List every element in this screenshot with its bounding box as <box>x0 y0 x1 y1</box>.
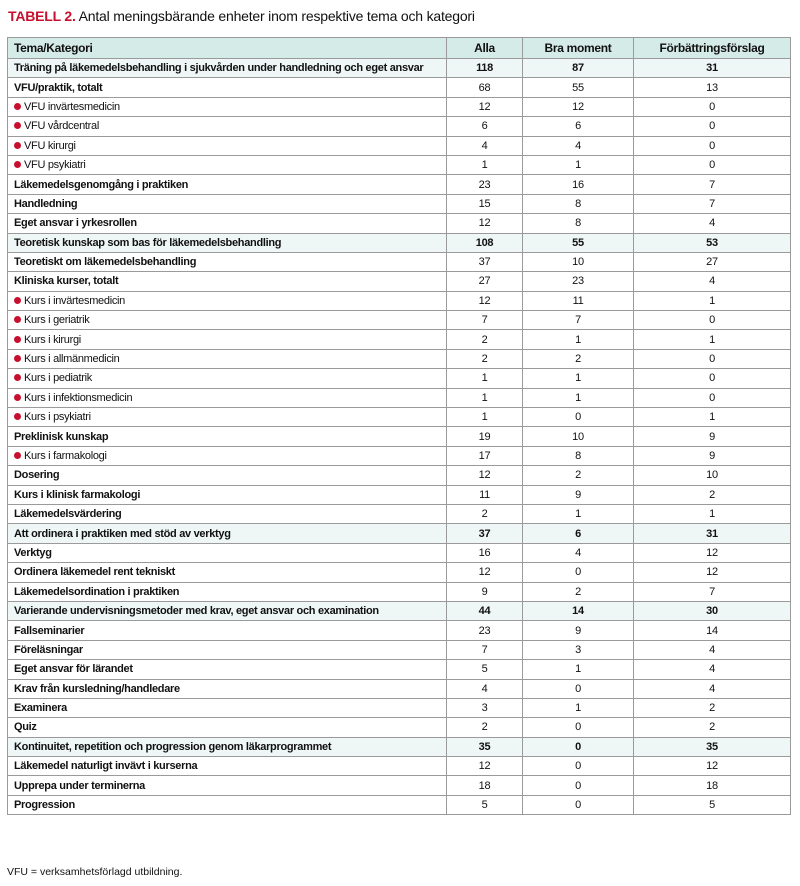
row-label-cell <box>8 330 447 349</box>
cell-bra-moment: 0 <box>523 679 634 698</box>
category-row <box>8 504 791 523</box>
cell-alla: 37 <box>447 524 523 543</box>
cell-forbattringsforslag: 14 <box>634 621 791 640</box>
cell-alla: 5 <box>447 660 523 679</box>
cell-alla: 35 <box>447 737 523 756</box>
cell-bra-moment: 2 <box>523 349 634 368</box>
row-label-cell <box>8 97 447 116</box>
cell-alla: 9 <box>447 582 523 601</box>
subcategory-row <box>8 97 791 116</box>
category-row <box>8 194 791 213</box>
row-label-cell <box>8 563 447 582</box>
theme-row <box>8 233 791 252</box>
row-label: Kurs i allmänmedicin <box>24 353 120 366</box>
row-label: Att ordinera i praktiken med stöd av verktyg <box>14 527 231 540</box>
cell-alla: 19 <box>447 427 523 446</box>
cell-alla: 1 <box>447 388 523 407</box>
subcategory-row <box>8 369 791 388</box>
row-label: Kurs i infektionsmedicin <box>24 391 133 404</box>
cell-bra-moment: 0 <box>523 757 634 776</box>
cell-bra-moment: 16 <box>523 175 634 194</box>
category-row <box>8 582 791 601</box>
row-label: Fallseminarier <box>14 624 85 637</box>
category-row <box>8 485 791 504</box>
cell-forbattringsforslag: 53 <box>634 233 791 252</box>
cell-bra-moment: 6 <box>523 524 634 543</box>
cell-forbattringsforslag: 1 <box>634 504 791 523</box>
cell-alla: 12 <box>447 563 523 582</box>
category-row <box>8 757 791 776</box>
row-label: Läkemedel naturligt invävt i kurserna <box>14 760 198 773</box>
cell-alla: 23 <box>447 175 523 194</box>
row-label-cell <box>8 388 447 407</box>
cell-alla: 2 <box>447 349 523 368</box>
row-label: Kurs i psykiatri <box>24 411 91 424</box>
table-number-label: TABELL 2. <box>8 8 76 24</box>
category-row <box>8 776 791 795</box>
row-label-cell <box>8 776 447 795</box>
theme-row <box>8 524 791 543</box>
row-label-cell <box>8 408 447 427</box>
cell-forbattringsforslag: 0 <box>634 349 791 368</box>
subcategory-row <box>8 388 791 407</box>
cell-alla: 2 <box>447 330 523 349</box>
bullet-dot-icon <box>14 316 21 323</box>
row-label: Upprepa under terminerna <box>14 779 145 792</box>
cell-bra-moment: 55 <box>523 233 634 252</box>
subcategory-row <box>8 291 791 310</box>
cell-bra-moment: 0 <box>523 795 634 814</box>
cell-bra-moment: 4 <box>523 136 634 155</box>
column-header-forbattringsforslag: Förbättringsförslag <box>634 38 791 59</box>
cell-forbattringsforslag: 0 <box>634 97 791 116</box>
footnote: VFU = verksamhetsförlagd utbildning. <box>7 866 183 878</box>
table-caption: Antal meningsbärande enheter inom respektive tema och kategori <box>78 8 475 24</box>
row-label-cell <box>8 582 447 601</box>
cell-alla: 108 <box>447 233 523 252</box>
cell-alla: 16 <box>447 543 523 562</box>
row-label-cell <box>8 543 447 562</box>
row-label: Varierande undervisningsmetoder med krav, eget ansvar och examination <box>14 605 379 618</box>
bullet-dot-icon <box>14 142 21 149</box>
cell-forbattringsforslag: 31 <box>634 59 791 78</box>
cell-forbattringsforslag: 0 <box>634 155 791 174</box>
cell-forbattringsforslag: 1 <box>634 408 791 427</box>
category-row <box>8 795 791 814</box>
cell-bra-moment: 4 <box>523 543 634 562</box>
row-label-cell <box>8 660 447 679</box>
category-row <box>8 563 791 582</box>
row-label-cell <box>8 601 447 620</box>
cell-forbattringsforslag: 7 <box>634 175 791 194</box>
column-header-alla: Alla <box>447 38 523 59</box>
row-label: Kontinuitet, repetition och progression genom läkarprogrammet <box>14 740 332 753</box>
cell-bra-moment: 10 <box>523 252 634 271</box>
row-label-cell <box>8 698 447 717</box>
cell-bra-moment: 87 <box>523 59 634 78</box>
category-row <box>8 78 791 97</box>
row-label: Eget ansvar för lärandet <box>14 663 133 676</box>
theme-row <box>8 59 791 78</box>
cell-forbattringsforslag: 2 <box>634 718 791 737</box>
bullet-dot-icon <box>14 413 21 420</box>
subcategory-row <box>8 117 791 136</box>
row-label-cell <box>8 504 447 523</box>
row-label: Teoretiskt om läkemedelsbehandling <box>14 256 197 269</box>
row-label: Träning på läkemedelsbehandling i sjukvården under handledning och eget ansvar <box>14 62 424 75</box>
cell-bra-moment: 23 <box>523 272 634 291</box>
cell-alla: 2 <box>447 504 523 523</box>
row-label: Läkemedelsgenomgång i praktiken <box>14 178 189 191</box>
bullet-dot-icon <box>14 355 21 362</box>
row-label-cell <box>8 679 447 698</box>
subcategory-row <box>8 155 791 174</box>
row-label-cell <box>8 233 447 252</box>
cell-bra-moment: 8 <box>523 446 634 465</box>
cell-alla: 44 <box>447 601 523 620</box>
cell-bra-moment: 0 <box>523 776 634 795</box>
cell-alla: 1 <box>447 155 523 174</box>
cell-forbattringsforslag: 2 <box>634 485 791 504</box>
category-row <box>8 214 791 233</box>
data-table <box>7 37 791 815</box>
cell-bra-moment: 3 <box>523 640 634 659</box>
header-row <box>8 38 791 59</box>
category-row <box>8 640 791 659</box>
row-label-cell <box>8 640 447 659</box>
column-header-bra-moment: Bra moment <box>523 38 634 59</box>
row-label: VFU invärtesmedicin <box>24 100 120 113</box>
bullet-dot-icon <box>14 122 21 129</box>
cell-forbattringsforslag: 31 <box>634 524 791 543</box>
category-row <box>8 698 791 717</box>
row-label: Kurs i geriatrik <box>24 314 90 327</box>
cell-forbattringsforslag: 1 <box>634 330 791 349</box>
cell-forbattringsforslag: 18 <box>634 776 791 795</box>
row-label: Preklinisk kunskap <box>14 430 109 443</box>
cell-alla: 11 <box>447 485 523 504</box>
cell-bra-moment: 2 <box>523 466 634 485</box>
cell-forbattringsforslag: 35 <box>634 737 791 756</box>
subcategory-row <box>8 349 791 368</box>
row-label-cell <box>8 59 447 78</box>
cell-bra-moment: 10 <box>523 427 634 446</box>
row-label: Examinera <box>14 702 67 715</box>
row-label: Quiz <box>14 721 37 734</box>
theme-row <box>8 737 791 756</box>
subcategory-row <box>8 408 791 427</box>
category-row <box>8 427 791 446</box>
cell-forbattringsforslag: 4 <box>634 679 791 698</box>
cell-bra-moment: 1 <box>523 388 634 407</box>
cell-forbattringsforslag: 0 <box>634 136 791 155</box>
cell-forbattringsforslag: 4 <box>634 272 791 291</box>
row-label-cell <box>8 369 447 388</box>
row-label: Kurs i kirurgi <box>24 333 81 346</box>
cell-forbattringsforslag: 10 <box>634 466 791 485</box>
cell-bra-moment: 2 <box>523 582 634 601</box>
cell-forbattringsforslag: 12 <box>634 543 791 562</box>
cell-alla: 3 <box>447 698 523 717</box>
bullet-dot-icon <box>14 394 21 401</box>
row-label: Kurs i invärtesmedicin <box>24 294 125 307</box>
row-label-cell <box>8 485 447 504</box>
row-label-cell <box>8 136 447 155</box>
bullet-dot-icon <box>14 103 21 110</box>
cell-bra-moment: 1 <box>523 330 634 349</box>
bullet-dot-icon <box>14 297 21 304</box>
cell-forbattringsforslag: 4 <box>634 640 791 659</box>
cell-alla: 1 <box>447 369 523 388</box>
cell-alla: 12 <box>447 466 523 485</box>
row-label-cell <box>8 78 447 97</box>
table-title <box>8 8 475 24</box>
row-label-cell <box>8 466 447 485</box>
row-label-cell <box>8 621 447 640</box>
cell-alla: 17 <box>447 446 523 465</box>
cell-alla: 18 <box>447 776 523 795</box>
cell-alla: 27 <box>447 272 523 291</box>
cell-forbattringsforslag: 9 <box>634 427 791 446</box>
cell-bra-moment: 0 <box>523 718 634 737</box>
cell-forbattringsforslag: 30 <box>634 601 791 620</box>
cell-forbattringsforslag: 4 <box>634 660 791 679</box>
cell-alla: 7 <box>447 311 523 330</box>
cell-alla: 68 <box>447 78 523 97</box>
cell-alla: 4 <box>447 679 523 698</box>
row-label-cell <box>8 214 447 233</box>
cell-forbattringsforslag: 9 <box>634 446 791 465</box>
row-label-cell <box>8 175 447 194</box>
cell-alla: 12 <box>447 757 523 776</box>
row-label: VFU kirurgi <box>24 139 76 152</box>
row-label-cell <box>8 427 447 446</box>
cell-alla: 7 <box>447 640 523 659</box>
bullet-dot-icon <box>14 336 21 343</box>
cell-alla: 6 <box>447 117 523 136</box>
row-label: Föreläsningar <box>14 643 83 656</box>
cell-alla: 15 <box>447 194 523 213</box>
subcategory-row <box>8 446 791 465</box>
cell-forbattringsforslag: 7 <box>634 582 791 601</box>
category-row <box>8 679 791 698</box>
cell-forbattringsforslag: 27 <box>634 252 791 271</box>
cell-alla: 12 <box>447 97 523 116</box>
category-row <box>8 621 791 640</box>
row-label: Läkemedelsordination i praktiken <box>14 585 180 598</box>
row-label-cell <box>8 524 447 543</box>
category-row <box>8 543 791 562</box>
cell-forbattringsforslag: 4 <box>634 214 791 233</box>
cell-bra-moment: 6 <box>523 117 634 136</box>
row-label-cell <box>8 311 447 330</box>
column-header-tema: Tema/Kategori <box>8 38 447 59</box>
cell-forbattringsforslag: 2 <box>634 698 791 717</box>
bullet-dot-icon <box>14 374 21 381</box>
row-label-cell <box>8 737 447 756</box>
cell-alla: 4 <box>447 136 523 155</box>
cell-bra-moment: 7 <box>523 311 634 330</box>
cell-alla: 1 <box>447 408 523 427</box>
table-body <box>8 59 791 815</box>
cell-bra-moment: 14 <box>523 601 634 620</box>
cell-bra-moment: 1 <box>523 504 634 523</box>
row-label-cell <box>8 272 447 291</box>
cell-forbattringsforslag: 0 <box>634 369 791 388</box>
row-label-cell <box>8 194 447 213</box>
category-row <box>8 660 791 679</box>
cell-bra-moment: 0 <box>523 737 634 756</box>
cell-bra-moment: 1 <box>523 155 634 174</box>
row-label-cell <box>8 155 447 174</box>
category-row <box>8 718 791 737</box>
row-label: Eget ansvar i yrkesrollen <box>14 217 137 230</box>
cell-bra-moment: 8 <box>523 194 634 213</box>
row-label-cell <box>8 291 447 310</box>
cell-bra-moment: 11 <box>523 291 634 310</box>
cell-bra-moment: 1 <box>523 369 634 388</box>
cell-forbattringsforslag: 0 <box>634 311 791 330</box>
cell-alla: 12 <box>447 214 523 233</box>
row-label: Krav från kursledning/handledare <box>14 682 180 695</box>
cell-alla: 2 <box>447 718 523 737</box>
row-label: VFU/praktik, totalt <box>14 81 103 94</box>
row-label: Handledning <box>14 197 78 210</box>
subcategory-row <box>8 330 791 349</box>
cell-bra-moment: 1 <box>523 698 634 717</box>
cell-forbattringsforslag: 5 <box>634 795 791 814</box>
cell-forbattringsforslag: 13 <box>634 78 791 97</box>
cell-forbattringsforslag: 0 <box>634 388 791 407</box>
subcategory-row <box>8 311 791 330</box>
bullet-dot-icon <box>14 161 21 168</box>
row-label-cell <box>8 757 447 776</box>
cell-forbattringsforslag: 12 <box>634 563 791 582</box>
row-label: Ordinera läkemedel rent tekniskt <box>14 566 175 579</box>
cell-alla: 23 <box>447 621 523 640</box>
cell-alla: 37 <box>447 252 523 271</box>
subcategory-row <box>8 136 791 155</box>
cell-bra-moment: 9 <box>523 485 634 504</box>
cell-forbattringsforslag: 7 <box>634 194 791 213</box>
cell-forbattringsforslag: 0 <box>634 117 791 136</box>
category-row <box>8 466 791 485</box>
row-label-cell <box>8 117 447 136</box>
row-label: Teoretisk kunskap som bas för läkemedelsbehandling <box>14 236 282 249</box>
cell-forbattringsforslag: 12 <box>634 757 791 776</box>
cell-bra-moment: 1 <box>523 660 634 679</box>
row-label: Kliniska kurser, totalt <box>14 275 119 288</box>
row-label-cell <box>8 349 447 368</box>
row-label: Kurs i pediatrik <box>24 372 92 385</box>
bullet-dot-icon <box>14 452 21 459</box>
cell-alla: 5 <box>447 795 523 814</box>
cell-forbattringsforslag: 1 <box>634 291 791 310</box>
cell-bra-moment: 9 <box>523 621 634 640</box>
row-label-cell <box>8 795 447 814</box>
row-label-cell <box>8 446 447 465</box>
row-label-cell <box>8 718 447 737</box>
row-label: VFU vårdcentral <box>24 120 99 133</box>
row-label: Progression <box>14 799 75 812</box>
row-label: Dosering <box>14 469 60 482</box>
cell-bra-moment: 55 <box>523 78 634 97</box>
cell-bra-moment: 0 <box>523 563 634 582</box>
cell-bra-moment: 8 <box>523 214 634 233</box>
category-row <box>8 175 791 194</box>
row-label-cell <box>8 252 447 271</box>
category-row <box>8 272 791 291</box>
row-label: Kurs i klinisk farmakologi <box>14 488 141 501</box>
category-row <box>8 252 791 271</box>
cell-alla: 118 <box>447 59 523 78</box>
cell-bra-moment: 12 <box>523 97 634 116</box>
row-label: Kurs i farmakologi <box>24 450 107 462</box>
theme-row <box>8 601 791 620</box>
row-label: Läkemedelsvärdering <box>14 508 122 521</box>
cell-alla: 12 <box>447 291 523 310</box>
cell-bra-moment: 0 <box>523 408 634 427</box>
row-label: Verktyg <box>14 546 52 559</box>
row-label: VFU psykiatri <box>24 159 86 172</box>
